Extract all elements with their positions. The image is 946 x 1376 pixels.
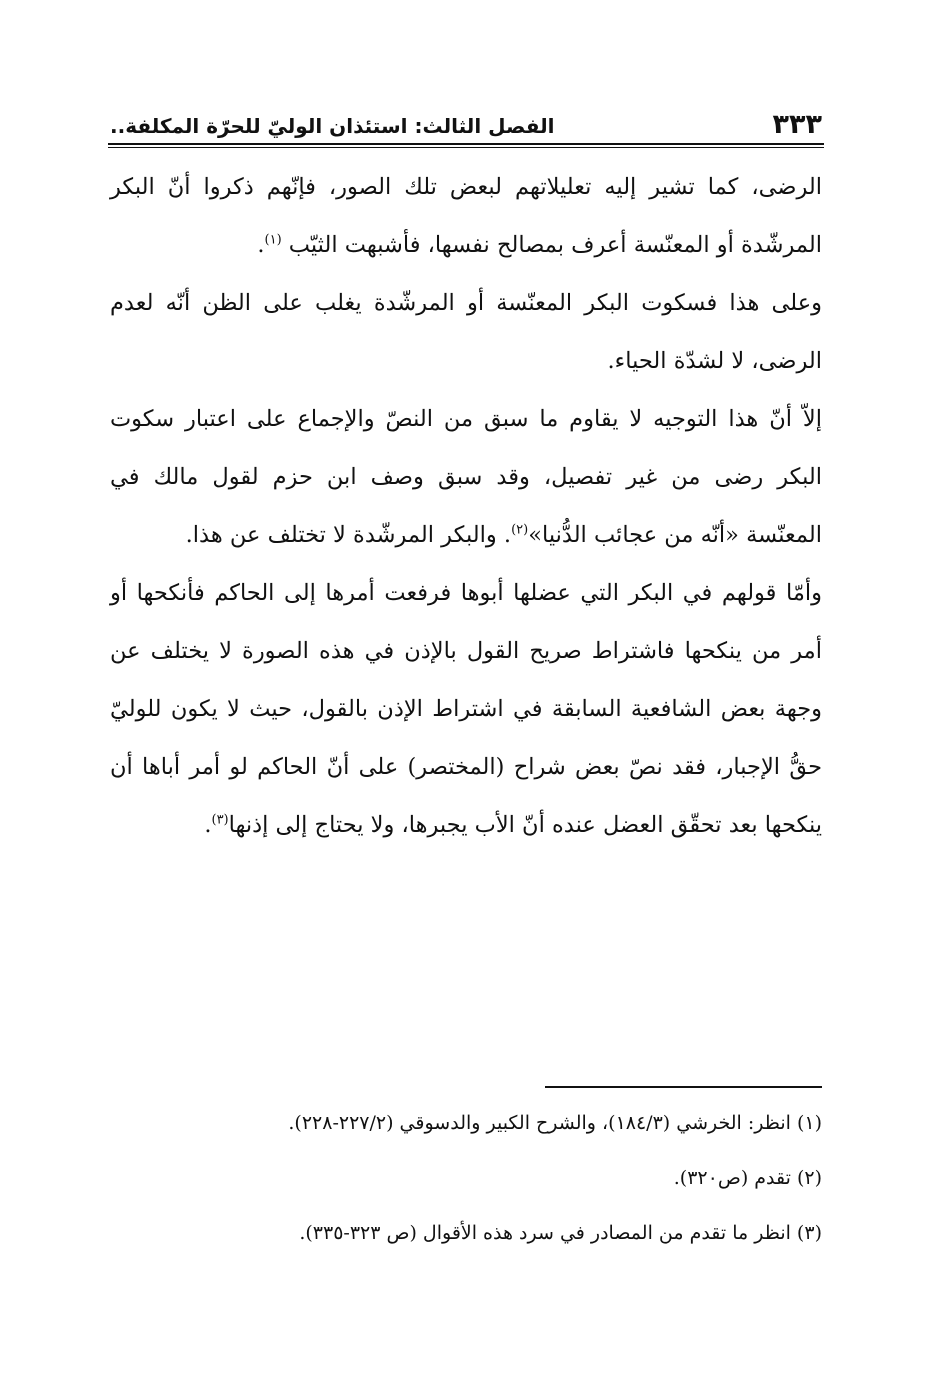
page-number: ٣٣٣ — [772, 109, 822, 140]
paragraph-4 — [110, 564, 822, 854]
paragraph-1 — [110, 158, 822, 274]
footnotes — [110, 1108, 822, 1273]
paragraph-4-end: . — [204, 812, 212, 838]
footnote-ref-2: (٢) — [511, 522, 529, 538]
paragraph-2-text: وعلى هذا فسكوت البكر المعنّسة أو المرشّدة يغلب على الظن أنّه لعدم الرضى، لا لشدّة الحياء. — [110, 290, 822, 374]
header-divider — [108, 143, 824, 148]
paragraph-1-text: الرضى، كما تشير إليه تعليلاتهم لبعض تلك الصور، فإنّهم ذكروا أنّ البكر المرشّدة أو المعنّسة أعرف بمصالح نفسها، فأشبهت الثيّب — [110, 174, 822, 258]
footnote-ref-3: (٣) — [211, 812, 229, 828]
paragraph-4-text: وأمّا قولهم في البكر التي عضلها أبوها فرفعت أمرها إلى الحاكم فأنكحها أو أمر من ينكحها فاشتراط صريح القول بالإذن في هذه الصورة لا يختلف عن وجهة بعض الشافعية السابقة في اشتراط الإذن بالقول، حيث لا يكون للوليّ حقُّ الإجبار، فقد نصّ بعض شراح (المختصر) على أنّ الحاكم لو أمر أباها أن ينكحها بعد تحقّق العضل عنده أنّ الأب يجبرها، ولا يحتاج إلى إذنها — [110, 580, 822, 838]
main-text — [110, 158, 822, 854]
paragraph-2 — [110, 274, 822, 390]
paragraph-1-end: . — [257, 232, 265, 258]
footnote-divider — [545, 1086, 822, 1088]
footnote-2: (٢) تقدم (ص٣٢٠). — [673, 1167, 822, 1189]
footnote-1: (١) انظر: الخرشي (١٨٤/٣)، والشرح الكبير والدسوقي (٢٢٧/٢-٢٢٨). — [288, 1112, 822, 1134]
footnote-3: (٣) انظر ما تقدم من المصادر في سرد هذه الأقوال (ص ٣٢٣-٣٣٥). — [299, 1222, 822, 1244]
paragraph-3-text-b: . والبكر المرشّدة لا تختلف عن هذا. — [185, 522, 512, 548]
running-title: الفصل الثالث: استئذان الوليّ للحرّة المكلفة.. — [110, 114, 555, 138]
paragraph-3-text-a: إلاّ أنّ هذا التوجيه لا يقاوم ما سبق من النصّ والإجماع على اعتبار سكوت البكر رضى من غير تفصيل، وقد سبق وصف ابن حزم لقول مالك في المعنّسة «أنّه من عجائب الدُّنيا» — [110, 406, 822, 548]
paragraph-3 — [110, 390, 822, 564]
footnote-ref-1: (١) — [264, 232, 282, 248]
page-header — [110, 104, 822, 140]
